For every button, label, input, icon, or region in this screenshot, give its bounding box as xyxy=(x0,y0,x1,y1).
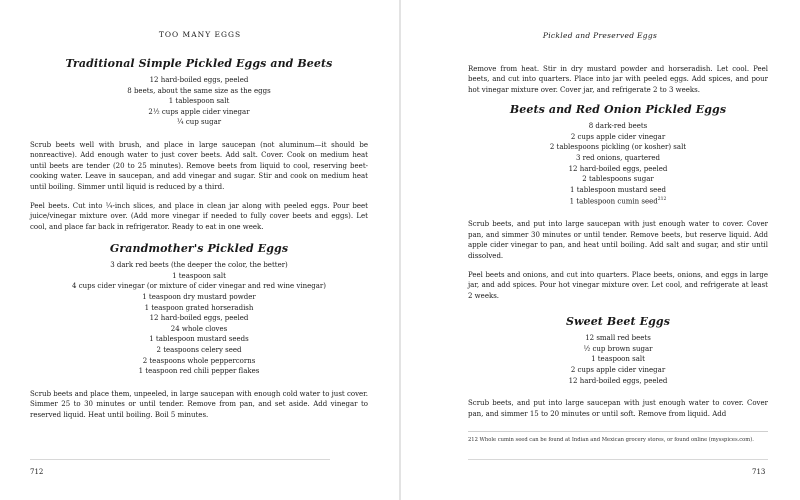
page-gutter xyxy=(399,0,401,500)
ingredient-list xyxy=(30,75,368,128)
page-number: 713 xyxy=(752,468,766,476)
ingredient: 2½ cups apple cider vinegar xyxy=(148,107,250,116)
ingredient: 1 teaspoon dry mustard powder xyxy=(142,293,256,301)
ingredient: 2 teaspoons celery seed xyxy=(156,345,242,354)
method-paragraph: Peel beets. Cut into ¼-inch slices, and place in clean jar along with peeled eggs. Pour beet juice/vinegar mixture over. (Add more vinegar if needed to fully cover beets and eggs). Let cool, and place far back in refrigerator. Ready to eat in one week. xyxy=(30,202,368,231)
method-paragraph: Scrub beets well with brush, and place in large saucepan (not aluminum—it should be nonreactive). Add enough water to just cover beets. Add salt. Cover. Cook on medium heat until beets are tender (20 to 25 minutes). Remove beets from liquid to cool, reserving beet-cooking water. Leave in saucepan, and add vinegar and sugar. Stir and cook on medium heat until boiling. Simmer until liquid is reduced by a third. xyxy=(30,140,368,191)
ingredient: ½ cup brown sugar xyxy=(583,344,653,353)
ingredient: 12 hard-boiled eggs, peeled xyxy=(568,376,668,385)
recipe-title: Sweet Beet Eggs xyxy=(566,315,670,329)
ingredient: 2 cups apple cider vinegar xyxy=(570,132,666,141)
ingredient: 2 teaspoons whole peppercorns xyxy=(142,356,256,365)
footnote: 212 Whole cumin seed can be found at Indian and Mexican grocery stores, or found online (mysspices.com). xyxy=(468,437,754,443)
recipe-title: Traditional Simple Pickled Eggs and Beets xyxy=(65,57,333,70)
ingredient: 2 tablespoons sugar xyxy=(582,175,654,184)
ingredient: 2 tablespoons pickling (or kosher) salt xyxy=(549,143,687,152)
ingredient: 3 red onions, quartered xyxy=(575,154,661,162)
method-paragraph: Scrub beets, and put into large saucepan with just enough water to cover. Cover pan, and simmer 30 minutes or until tender. Remove beets, but reserve liquid. Add apple cider vinegar to pan, and heat until boiling. Add salt and sugar, and stir until dissolved. xyxy=(468,220,768,260)
ingredient: 1 teaspoon grated horseradish xyxy=(144,303,254,312)
running-head: TOO MANY EGGS xyxy=(158,30,242,39)
ingredient: 1 teaspoon salt xyxy=(591,355,645,364)
ingredient: 4 cups cider vinegar (or mixture of cider vinegar and red wine vinegar) xyxy=(72,282,326,291)
ingredient: 8 beets, about the same size as the eggs xyxy=(127,86,271,95)
method-paragraph: Scrub beets and place them, unpeeled, in large saucepan with enough cold water to just cover. Simmer 25 to 30 minutes or until tender. Remove from pan, and set aside. Add vinegar to reserved liquid. Heat until boiling. Boil 5 minutes. xyxy=(30,389,368,419)
method-paragraph: Scrub beets, and put into large saucepan with just enough water to cover. Cover pan, and simmer 15 to 20 minutes or until soft. Remove from liquid. Add xyxy=(468,399,768,418)
page-number: 712 xyxy=(30,468,44,476)
ingredient: ¼ cup sugar xyxy=(176,118,222,127)
recipe-title: Grandmother's Pickled Eggs xyxy=(109,242,289,256)
ingredient: 8 dark-red beets xyxy=(588,122,648,131)
ingredient: 12 hard-boiled eggs, peeled xyxy=(149,76,249,84)
ingredient xyxy=(468,195,768,207)
folio-rule xyxy=(468,459,768,460)
ingredient-text: 1 tablespoon cumin seed xyxy=(569,197,658,206)
ingredient: 12 small red beets xyxy=(585,334,651,343)
ingredient: 3 dark red beets (the deeper the color, the better) xyxy=(110,261,288,270)
ingredient: 12 hard-boiled eggs, peeled xyxy=(149,314,249,323)
recipe-title: Beets and Red Onion Pickled Eggs xyxy=(509,103,727,117)
ingredient: 24 whole cloves xyxy=(170,324,228,333)
ingredient: 12 hard-boiled eggs, peeled xyxy=(568,164,668,173)
ingredient: 2 cups apple cider vinegar xyxy=(570,365,666,374)
method-paragraph: Remove from heat. Stir in dry mustard powder and horseradish. Let cool. Peel beets, and cut into quarters. Place into jar with peeled eggs. Add spices, and pour hot vinegar mixture over. Cover jar, and refrigerate 2 to 3 weeks. xyxy=(468,65,768,94)
ingredient: 1 tablespoon salt xyxy=(168,97,230,106)
ingredient-list xyxy=(30,260,368,377)
method-paragraph: Peel beets and onions, and cut into quarters. Place beets, onions, and eggs in large jar, and add spices. Pour hot vinegar mixture over. Let cool, and refrigerate at least 2 weeks. xyxy=(468,270,768,300)
ingredient: 1 teaspoon red chili pepper flakes xyxy=(138,367,260,376)
ingredient: 1 tablespoon mustard seeds xyxy=(149,335,249,344)
ingredient-list xyxy=(468,121,768,207)
footnote-reference: 212 xyxy=(657,197,667,203)
ingredient: 1 teaspoon salt xyxy=(172,271,226,280)
ingredient-list xyxy=(468,333,768,386)
footnote-rule xyxy=(468,431,768,432)
folio-rule xyxy=(30,459,330,460)
ingredient: 1 tablespoon mustard seed xyxy=(570,185,666,194)
left-page-content xyxy=(30,57,368,429)
running-head: Pickled and Preserved Eggs xyxy=(542,31,658,40)
right-page-content xyxy=(468,64,768,428)
